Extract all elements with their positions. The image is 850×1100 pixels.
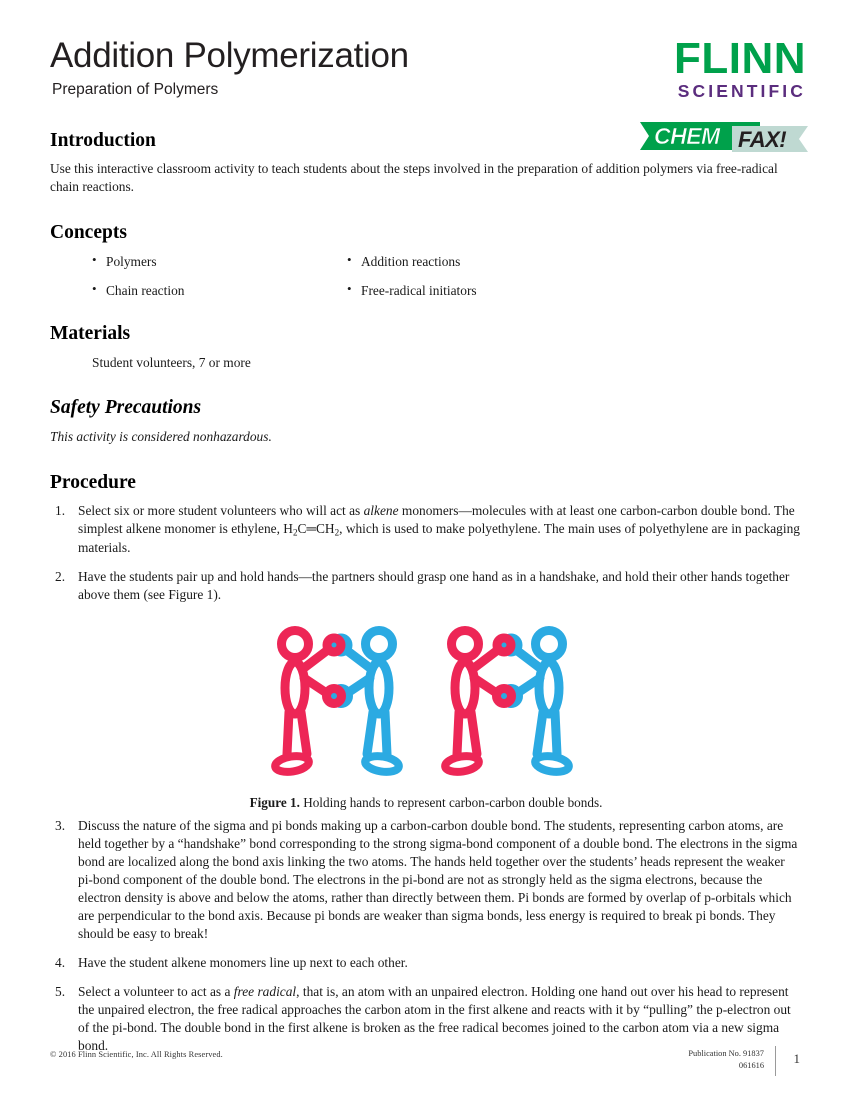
scientific-wordmark: SCIENTIFIC: [677, 80, 806, 101]
materials-item: Student volunteers, 7 or more: [92, 354, 251, 370]
concept-label: Addition reactions: [361, 253, 461, 269]
section-concepts: [50, 222, 802, 311]
procedure-step-5: [50, 983, 802, 1055]
procedure-step-1: [50, 502, 802, 557]
introduction-heading: Introduction: [50, 130, 156, 151]
procedure-step-3: [50, 817, 802, 943]
procedure-steps: [50, 502, 802, 604]
subscript: 2: [334, 527, 340, 538]
figure-caption: [50, 795, 802, 811]
spacer: [50, 446, 802, 472]
section-safety-precautions: [50, 397, 802, 445]
concepts-heading: Concepts: [50, 222, 127, 244]
spacer: [50, 196, 802, 222]
figure-1: [50, 616, 802, 811]
copyright-text: © 2016 Flinn Scientific, Inc. All Rights Reserved.: [50, 1050, 223, 1059]
document-body: [50, 130, 802, 1066]
concept-label: Polymers: [106, 253, 157, 269]
concept-label: Chain reaction: [106, 282, 185, 298]
bullet-icon: •: [347, 280, 352, 296]
publication-number: Publication No. 91837: [688, 1049, 764, 1058]
section-materials: [50, 323, 802, 371]
footer-divider: [775, 1046, 776, 1076]
step-text: Discuss the nature of the sigma and pi bonds making up a carbon-carbon double bond. The students, representing carbon atoms, are held together by a “handshake” bond corresponding to the strong sigma-bond component of a double bond. The electrons in the sigma bond are localized along the bond axis linking the two atoms. The hands held together over the students’ heads represent the weaker pi-bond component of the double bond. The electrons in the pi-bond are not as strongly held as the sigma electrons, because the electron density is above and below the atoms, rather than directly between them. Pi bonds are formed by overlap of p-orbitals which are perpendicular to the bond axis. Because pi bonds are weaker than sigma bonds, less energy is required to break pi bonds. They should be easy to break!: [78, 817, 798, 942]
publication-date-code: 061616: [738, 1061, 764, 1071]
fax-wordmark: FAX!: [738, 127, 787, 152]
safety-precautions-body: This activity is considered nonhazardous.: [50, 428, 272, 444]
materials-heading: Materials: [50, 323, 131, 345]
safety-precautions-heading: Safety Precautions: [50, 397, 202, 419]
step-number: 4.: [55, 955, 66, 971]
procedure-heading: Procedure: [50, 471, 136, 493]
figure-caption-text: Holding hands to represent carbon-carbon double bonds.: [303, 794, 603, 810]
concepts-column-right: [347, 253, 602, 312]
title-block: [50, 38, 409, 98]
emphasis-alkene: alkene: [363, 502, 399, 518]
step-text: Have the students pair up and hold hands—the partners should grasp one hand as in a handshake, and hold their other hands together above them (see Figure 1).: [78, 568, 790, 602]
bullet-icon: •: [347, 251, 352, 267]
page-number: 1: [793, 1051, 800, 1066]
emphasis-free-radical: free radical: [233, 984, 297, 1000]
figure-pair-2: [444, 630, 570, 774]
figure-1-illustration: [261, 616, 591, 786]
step-text: Have the student alkene monomers line up next to each other.: [78, 955, 408, 971]
chem-wordmark: CHEM: [654, 123, 720, 149]
step-number: 5.: [55, 984, 66, 1000]
step-text: Select a volunteer to act as a free radical, that is, an atom with an unpaired electron. Holding one hand out over his head to represent the unpaired electron, the free radical approaches the carbon atom in the first alkene and reacts with it by “pulling” the p-electron out of the pi-bond. The double bond in the first alkene is broken as the free radical becomes joined to the carbon atom via a new sigma bond.: [78, 984, 791, 1054]
spacer: [50, 371, 802, 397]
step-number: 1.: [55, 502, 66, 518]
spacer: [50, 311, 802, 323]
list-item: [92, 282, 347, 299]
page-title: Addition Polymerization: [50, 36, 409, 75]
list-item: [347, 253, 602, 270]
subscript: 2: [292, 527, 298, 538]
publication-info: [688, 1048, 764, 1072]
section-procedure: [50, 472, 802, 1056]
flinn-wordmark: FLINN: [673, 34, 806, 83]
bullet-icon: •: [92, 251, 97, 267]
step-text: Select six or more student volunteers who will act as alkene monomers—molecules with at least one carbon-carbon double bond. The simplest alkene monomer is ethylene, $H_2C═CH_2$, which is used to make polyethylene. The main uses of polyethylene are in packaging materials.: [78, 502, 800, 555]
list-item: [92, 253, 347, 270]
concepts-column-left: [92, 253, 347, 312]
document-footer: [50, 1046, 802, 1086]
figure-pair-1: [274, 630, 400, 774]
step-number: 3.: [55, 817, 66, 833]
step-number: 2.: [55, 568, 66, 584]
procedure-step-2: [50, 568, 802, 604]
page-subtitle: Preparation of Polymers: [52, 80, 219, 98]
concept-label: Free-radical initiators: [361, 282, 477, 298]
introduction-body: Use this interactive classroom activity to teach students about the steps involved in the preparation of addition polymers via free-radical chain reactions.: [50, 161, 778, 195]
figure-label: Figure 1.: [249, 794, 300, 810]
list-item: [347, 282, 602, 299]
bullet-icon: •: [92, 280, 97, 296]
procedure-step-4: [50, 954, 802, 972]
procedure-steps-continued: [50, 817, 802, 1055]
concepts-list: [92, 253, 802, 312]
double-bond-glyph: ═: [306, 520, 316, 536]
